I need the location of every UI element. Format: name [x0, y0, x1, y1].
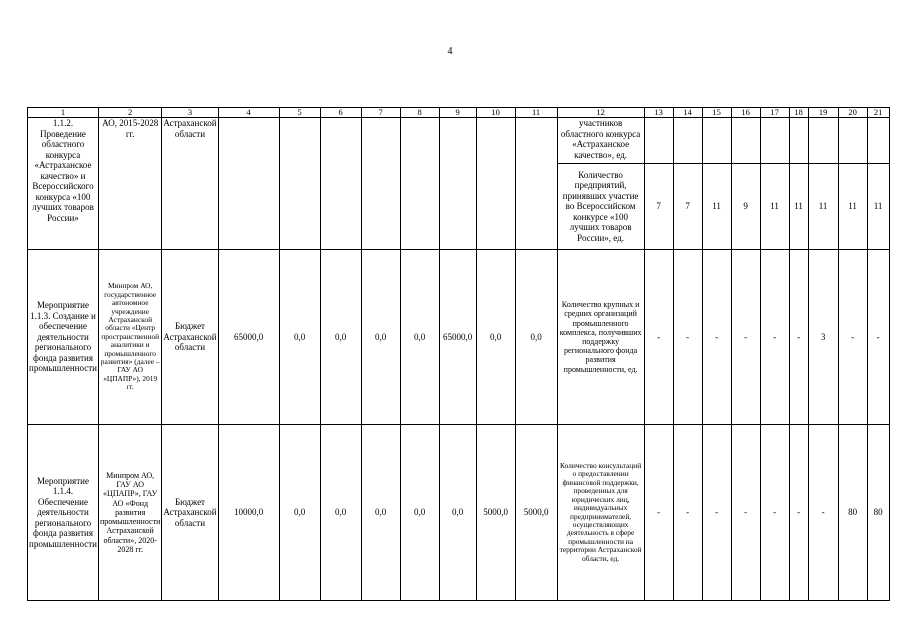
indicator-name: Количество консультаций о предоставлении финансовой поддержки, проведенных для юридических лиц, индивидуальных предпринимателей, осуществляющих деятельность в сфере промышленности на территории Астраханской области, ед.: [557, 425, 644, 601]
header-cell: 7: [361, 108, 400, 118]
indicator-value: -: [808, 425, 838, 601]
header-cell: 2: [99, 108, 162, 118]
funding-source: Астраханской области: [162, 118, 218, 250]
indicator-value: 7: [673, 164, 702, 250]
indicator-value: 11: [702, 164, 731, 250]
table-row: [28, 425, 890, 601]
indicator-name: Количество предприятий, принявших участие во Всероссийском конкурсе «100 лучших товаров России», ед.: [557, 164, 644, 250]
amount-cell: 0,0: [279, 425, 320, 601]
header-cell: 19: [808, 108, 838, 118]
indicator-value: 11: [789, 164, 808, 250]
amount-cell: 65000,0: [439, 250, 476, 425]
header-cell: 4: [218, 108, 279, 118]
header-cell: 14: [673, 108, 702, 118]
amount-cell: 5000,0: [515, 425, 557, 601]
amount-cell: 5000,0: [476, 425, 515, 601]
indicator-value: 9: [731, 164, 760, 250]
indicator-value: 11: [760, 164, 789, 250]
table-row: [28, 250, 890, 425]
indicator-value: -: [731, 425, 760, 601]
measure-name: Мероприятие 1.1.3. Создание и обеспечение деятельности регионального фонда развития промышленности: [28, 250, 99, 425]
header-cell: 17: [760, 108, 789, 118]
indicator-value: 11: [808, 164, 838, 250]
indicator-value: 80: [838, 425, 867, 601]
indicator-value: 80: [867, 425, 889, 601]
header-cell: 13: [644, 108, 673, 118]
indicator-value: -: [702, 425, 731, 601]
amount-cell: 0,0: [400, 425, 439, 601]
indicator-value: -: [644, 250, 673, 425]
indicator-value: -: [867, 250, 889, 425]
header-cell: 18: [789, 108, 808, 118]
header-cell: 1: [28, 108, 99, 118]
amount-cell: 0,0: [515, 250, 557, 425]
header-cell: 3: [162, 108, 218, 118]
indicator-value: -: [789, 250, 808, 425]
indicator-value: 11: [867, 164, 889, 250]
header-cell: 21: [867, 108, 889, 118]
amount-cell: 0,0: [361, 425, 400, 601]
header-cell: 15: [702, 108, 731, 118]
indicator-value: -: [673, 250, 702, 425]
executor: Минпром АО, ГАУ АО «ЦПАПР», ГАУ АО «Фонд развития промышленности Астраханской области», 2020-2028 гг.: [99, 425, 162, 601]
indicator-value: -: [838, 250, 867, 425]
header-cell: 6: [320, 108, 361, 118]
total-amount: 65000,0: [218, 250, 279, 425]
header-cell: 11: [515, 108, 557, 118]
header-cell: 20: [838, 108, 867, 118]
total-amount: 10000,0: [218, 425, 279, 601]
executor: АО, 2015-2028 гг.: [99, 118, 162, 250]
table-row: [28, 118, 890, 164]
amount-cell: 0,0: [320, 425, 361, 601]
program-table: [27, 107, 890, 601]
indicator-value: -: [673, 425, 702, 601]
header-cell: 16: [731, 108, 760, 118]
indicator-value: -: [789, 425, 808, 601]
indicator-value: 7: [644, 164, 673, 250]
indicator-value: 3: [808, 250, 838, 425]
page-number: 4: [447, 46, 453, 57]
indicator-value: -: [760, 425, 789, 601]
funding-source: Бюджет Астраханской области: [162, 425, 218, 601]
header-row: [28, 108, 890, 118]
header-cell: 12: [557, 108, 644, 118]
indicator-name: Количество крупных и средних организаций промышленного комплекса, получивших поддержку регионального фонда развития промышленности, ед.: [557, 250, 644, 425]
amount-cell: 0,0: [439, 425, 476, 601]
amount-cell: 0,0: [279, 250, 320, 425]
indicator-value: -: [760, 250, 789, 425]
indicator-value: 11: [838, 164, 867, 250]
amount-cell: 0,0: [400, 250, 439, 425]
indicator-value: -: [644, 425, 673, 601]
measure-name: Мероприятие 1.1.4. Обеспечение деятельности регионального фонда развития промышленности: [28, 425, 99, 601]
header-cell: 8: [400, 108, 439, 118]
header-cell: 10: [476, 108, 515, 118]
amount-cell: 0,0: [476, 250, 515, 425]
amount-cell: 0,0: [361, 250, 400, 425]
amount-cell: 0,0: [320, 250, 361, 425]
indicator-value: -: [731, 250, 760, 425]
header-cell: 9: [439, 108, 476, 118]
measure-name: 1.1.2. Проведение областного конкурса «Астраханское качество» и Всероссийского конкурса «100 лучших товаров России»: [28, 118, 99, 250]
indicator-name: участников областного конкурса «Астраханское качество», ед.: [557, 118, 644, 164]
executor: Минпром АО, государственное автономное учреждение Астраханской области «Центр пространственной аналитики и промышленного развития» (далее – ГАУ АО «ЦПАПР»), 2019 гг.: [99, 250, 162, 425]
funding-source: Бюджет Астраханской области: [162, 250, 218, 425]
indicator-value: -: [702, 250, 731, 425]
header-cell: 5: [279, 108, 320, 118]
